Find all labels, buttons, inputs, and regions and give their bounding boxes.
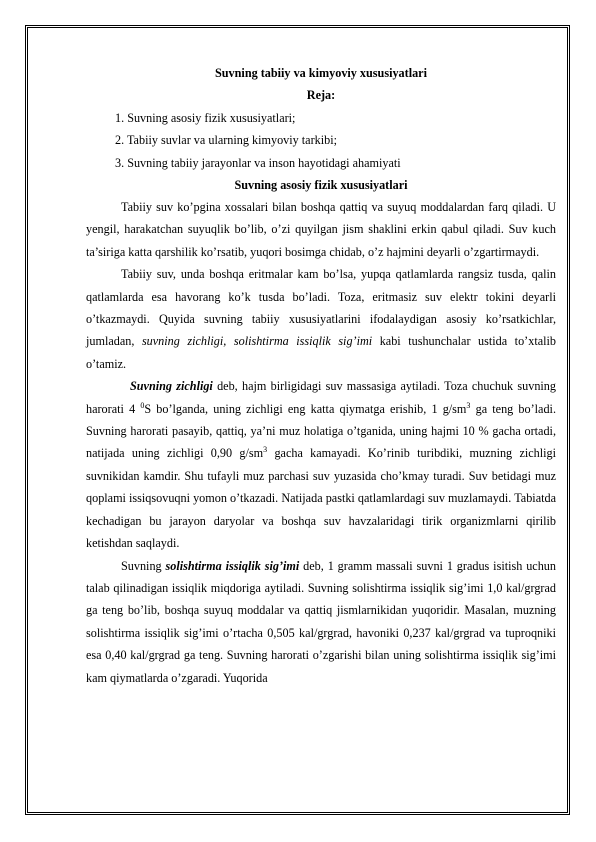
paragraph-2-emphasis: suvning zichligi, solishtirma issiqlik sig’imi xyxy=(141,334,373,349)
paragraph-3-text-c: ga teng bo’ladi. Suvning harorati pasayib, qattiq, ya’ni muz holatiga o’tganida, uning hajmi 10 % gacha ortadi, natijada uning zichligi 0,90 g/sm xyxy=(86,401,556,461)
degree-superscript: 0 xyxy=(140,400,145,410)
paragraph-4 xyxy=(86,555,556,689)
term-density: Suvning zichligi xyxy=(130,379,213,394)
document-title: Suvning tabiiy va kimyoviy xususiyatlari xyxy=(215,66,427,80)
body-text xyxy=(86,196,556,689)
paragraph-4-text-a: Suvning xyxy=(121,558,166,573)
paragraph-2-text-b: kabi tushunchalar ustida to’xtalib o’tamiz. xyxy=(86,334,556,371)
paragraph-1-text: Tabiiy suv ko’pgina xossalari bilan boshqa qattiq va suyuq moddalardan farq qiladi. U yengil, harakatchan suyuqlik bo’lib, o’zi quyilgan jism shaklini erkin qabul qiladi. Suv kuch ta’siriga katta qarshilik ko’rsatib, yuqori bosimga chidab, o’z hajmini deyarli o’zgartirmaydi. xyxy=(86,200,556,259)
plan-list xyxy=(86,107,556,174)
section-heading: Suvning asosiy fizik xususiyatlari xyxy=(234,178,408,193)
plan-heading: Reja: xyxy=(306,88,336,103)
cubic-superscript-2: 3 xyxy=(263,445,268,455)
paragraph-1 xyxy=(86,196,556,263)
paragraph-4-text-b: deb, 1 gramm massali suvni 1 gradus isitish uchun talab qilinadigan issiqlik miqdoriga aytiladi. Suvning solishtirma issiqlik sig’imi 1,0 kal/grgrad ga teng bo’lib, boshqa suyuq moddalar va qattiq jismlarnikidan yuqoridir. Masalan, muzning solishtirma issiqlik sig’imi o’rtacha 0,505 kal/grgrad, havoniki 0,237 kal/grgrad va tuproqniki esa 0,40 kal/grgrad ga teng. Suvning harorati o’zgarishi bilan uning solishtirma issiqlik sig’imi kam qiymatlarda o’zgaradi. Yuqorida xyxy=(86,558,556,685)
paragraph-3 xyxy=(86,375,556,554)
plan-item-3: 3. Suvning tabiiy jarayonlar va inson hayotidagi ahamiyati xyxy=(115,155,401,170)
paragraph-2-text-a: Tabiiy suv, unda boshqa eritmalar kam bo’lsa, yupqa qatlamlarda rangsiz tusda, qalin qatlamlarda esa havorang ko’k tusda bo’ladi. Toza, eritmasiz suv elektr tokini deyarli o’tkazmaydi. Quyida suvning tabiiy xususiyatlarini ifodalaydigan asosiy ko’rsatkichlar, jumladan, xyxy=(86,267,556,349)
paragraph-3-text-a: deb, hajm birligidagi suv massasiga aytiladi. Toza chuchuk suvning harorati 4 xyxy=(86,379,556,416)
document-page xyxy=(86,62,556,196)
paragraph-3-text-d: gacha kamayadi. Ko’rinib turibdiki, muzning zichligi suvnikidan kamdir. Shu tufayli muz parchasi suv yuzasida cho’kmay turadi. Suv betidagi muz qoplami issiqsovuqni yomon o’tkazadi. Natijada pastki qatlamlardagi suv muzlamaydi. Tabiatda kechadigan bu jarayon daryolar va boshqa suv havzalaridagi tirik organizmlarni qirilib ketishdan saqlaydi. xyxy=(86,446,556,551)
plan-item-1: 1. Suvning asosiy fizik xususiyatlari; xyxy=(115,110,296,125)
plan-item-2: 2. Tabiiy suvlar va ularning kimyoviy tarkibi; xyxy=(115,133,337,148)
term-specific-heat: solishtirma issiqlik sig’imi xyxy=(165,558,300,573)
cubic-superscript-1: 3 xyxy=(466,400,471,410)
paragraph-3-text-b: S bo’lganda, uning zichligi eng katta qiymatga erishib, 1 g/sm xyxy=(144,401,467,416)
paragraph-2 xyxy=(86,263,556,375)
